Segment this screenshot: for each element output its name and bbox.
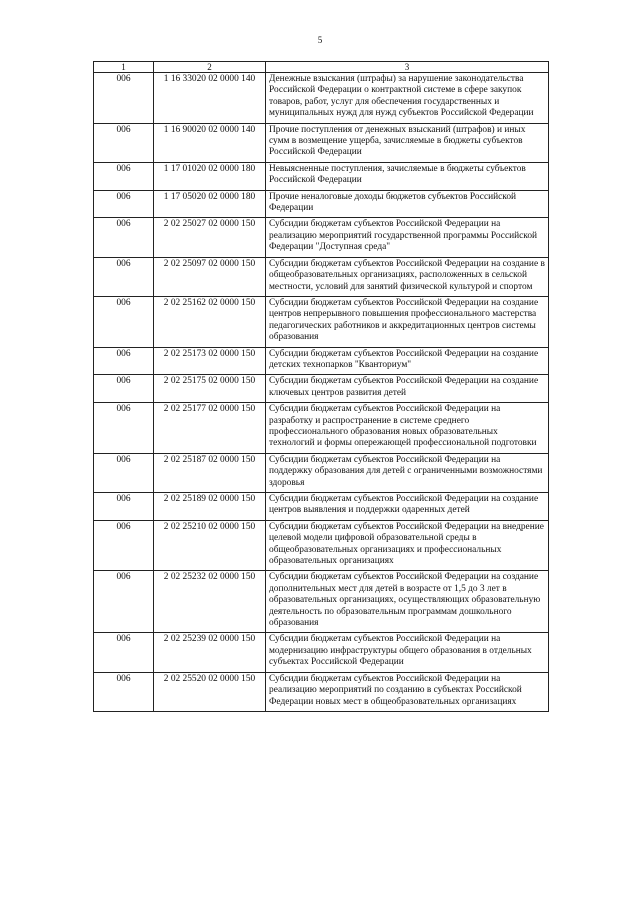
- revenue-code-cell: 2 02 25162 02 0000 150: [154, 296, 266, 347]
- revenue-name-cell: Прочие поступления от денежных взысканий (штрафов) и иных сумм в возмещение ущерба, зачисляемые в бюджеты субъектов Российской Федерации: [266, 123, 549, 162]
- revenue-name-cell: Субсидии бюджетам субъектов Российской Федерации на реализацию мероприятий государственной программы Российской Федерации "Доступная среда": [266, 218, 549, 257]
- administrator-code-cell: 006: [94, 123, 154, 162]
- revenue-code-cell: 2 02 25239 02 0000 150: [154, 633, 266, 672]
- revenue-code-cell: 1 16 90020 02 0000 140: [154, 123, 266, 162]
- column-header-1: 1: [94, 62, 154, 73]
- administrator-code-cell: 006: [94, 633, 154, 672]
- revenue-code-cell: 2 02 25520 02 0000 150: [154, 672, 266, 711]
- administrator-code-cell: 006: [94, 403, 154, 454]
- revenue-name-cell: Денежные взыскания (штрафы) за нарушение законодательства Российской Федерации о контрактной системе в сфере закупок товаров, работ, услуг для обеспечения государственных и муниципальных нужд для нужд субъектов Российской Федерации: [266, 73, 549, 124]
- revenue-name-cell: Субсидии бюджетам субъектов Российской Федерации на создание центров выявления и поддержки одаренных детей: [266, 493, 549, 521]
- revenue-code-cell: 2 02 25175 02 0000 150: [154, 375, 266, 403]
- administrator-code-cell: 006: [94, 571, 154, 633]
- revenue-code-cell: 2 02 25189 02 0000 150: [154, 493, 266, 521]
- revenue-name-cell: Субсидии бюджетам субъектов Российской Федерации на создание детских технопарков "Кванториум": [266, 347, 549, 375]
- revenue-code-cell: 2 02 25027 02 0000 150: [154, 218, 266, 257]
- table-row: [94, 257, 549, 296]
- revenue-code-cell: 2 02 25173 02 0000 150: [154, 347, 266, 375]
- revenue-code-cell: 2 02 25097 02 0000 150: [154, 257, 266, 296]
- table-row: [94, 347, 549, 375]
- revenue-name-cell: Субсидии бюджетам субъектов Российской Федерации на разработку и распространение в системе среднего профессионального образования новых образовательных технологий и формы опережающей профессиональной подготовки: [266, 403, 549, 454]
- administrator-code-cell: 006: [94, 347, 154, 375]
- table-row: [94, 190, 549, 218]
- table-row: [94, 520, 549, 571]
- table-row: [94, 218, 549, 257]
- revenue-code-cell: 1 17 01020 02 0000 180: [154, 162, 266, 190]
- revenue-name-cell: Субсидии бюджетам субъектов Российской Федерации на реализацию мероприятий по созданию в субъектах Российской Федерации новых мест в общеобразовательных организациях: [266, 672, 549, 711]
- revenue-name-cell: Невыясненные поступления, зачисляемые в бюджеты субъектов Российской Федерации: [266, 162, 549, 190]
- administrator-code-cell: 006: [94, 375, 154, 403]
- administrator-code-cell: 006: [94, 493, 154, 521]
- column-header-3: 3: [266, 62, 549, 73]
- budget-revenue-table: [93, 61, 549, 712]
- table-row: [94, 403, 549, 454]
- administrator-code-cell: 006: [94, 73, 154, 124]
- table-row: [94, 296, 549, 347]
- administrator-code-cell: 006: [94, 672, 154, 711]
- revenue-name-cell: Прочие неналоговые доходы бюджетов субъектов Российской Федерации: [266, 190, 549, 218]
- revenue-code-cell: 2 02 25210 02 0000 150: [154, 520, 266, 571]
- table-row: [94, 453, 549, 492]
- table-row: [94, 162, 549, 190]
- administrator-code-cell: 006: [94, 190, 154, 218]
- table-row: [94, 633, 549, 672]
- revenue-code-cell: 2 02 25187 02 0000 150: [154, 453, 266, 492]
- table-row: [94, 672, 549, 711]
- revenue-code-cell: 1 16 33020 02 0000 140: [154, 73, 266, 124]
- administrator-code-cell: 006: [94, 162, 154, 190]
- table-row: [94, 493, 549, 521]
- table-row: [94, 123, 549, 162]
- table-row: [94, 73, 549, 124]
- revenue-name-cell: Субсидии бюджетам субъектов Российской Федерации на создание ключевых центров развития детей: [266, 375, 549, 403]
- administrator-code-cell: 006: [94, 257, 154, 296]
- column-header-2: 2: [154, 62, 266, 73]
- table-row: [94, 571, 549, 633]
- revenue-code-cell: 2 02 25177 02 0000 150: [154, 403, 266, 454]
- table-row: [94, 375, 549, 403]
- revenue-name-cell: Субсидии бюджетам субъектов Российской Федерации на создание в общеобразовательных организациях, расположенных в сельской местности, условий для занятий физической культурой и спортом: [266, 257, 549, 296]
- revenue-name-cell: Субсидии бюджетам субъектов Российской Федерации на поддержку образования для детей с ограниченными возможностями здоровья: [266, 453, 549, 492]
- revenue-name-cell: Субсидии бюджетам субъектов Российской Федерации на внедрение целевой модели цифровой образовательной среды в общеобразовательных организациях и профессиональных образовательных организациях: [266, 520, 549, 571]
- administrator-code-cell: 006: [94, 520, 154, 571]
- revenue-name-cell: Субсидии бюджетам субъектов Российской Федерации на создание центров непрерывного повышения профессионального мастерства педагогических работников и аккредитационных центров системы образования: [266, 296, 549, 347]
- page-number: 5: [317, 35, 323, 45]
- revenue-code-cell: 1 17 05020 02 0000 180: [154, 190, 266, 218]
- administrator-code-cell: 006: [94, 453, 154, 492]
- administrator-code-cell: 006: [94, 296, 154, 347]
- revenue-name-cell: Субсидии бюджетам субъектов Российской Федерации на модернизацию инфраструктуры общего образования в отдельных субъектах Российской Федерации: [266, 633, 549, 672]
- revenue-code-cell: 2 02 25232 02 0000 150: [154, 571, 266, 633]
- administrator-code-cell: 006: [94, 218, 154, 257]
- table-header-row: [94, 62, 549, 73]
- revenue-name-cell: Субсидии бюджетам субъектов Российской Федерации на создание дополнительных мест для детей в возрасте от 1,5 до 3 лет в образовательных организациях, осуществляющих образовательную деятельность по образовательным программам дошкольного образования: [266, 571, 549, 633]
